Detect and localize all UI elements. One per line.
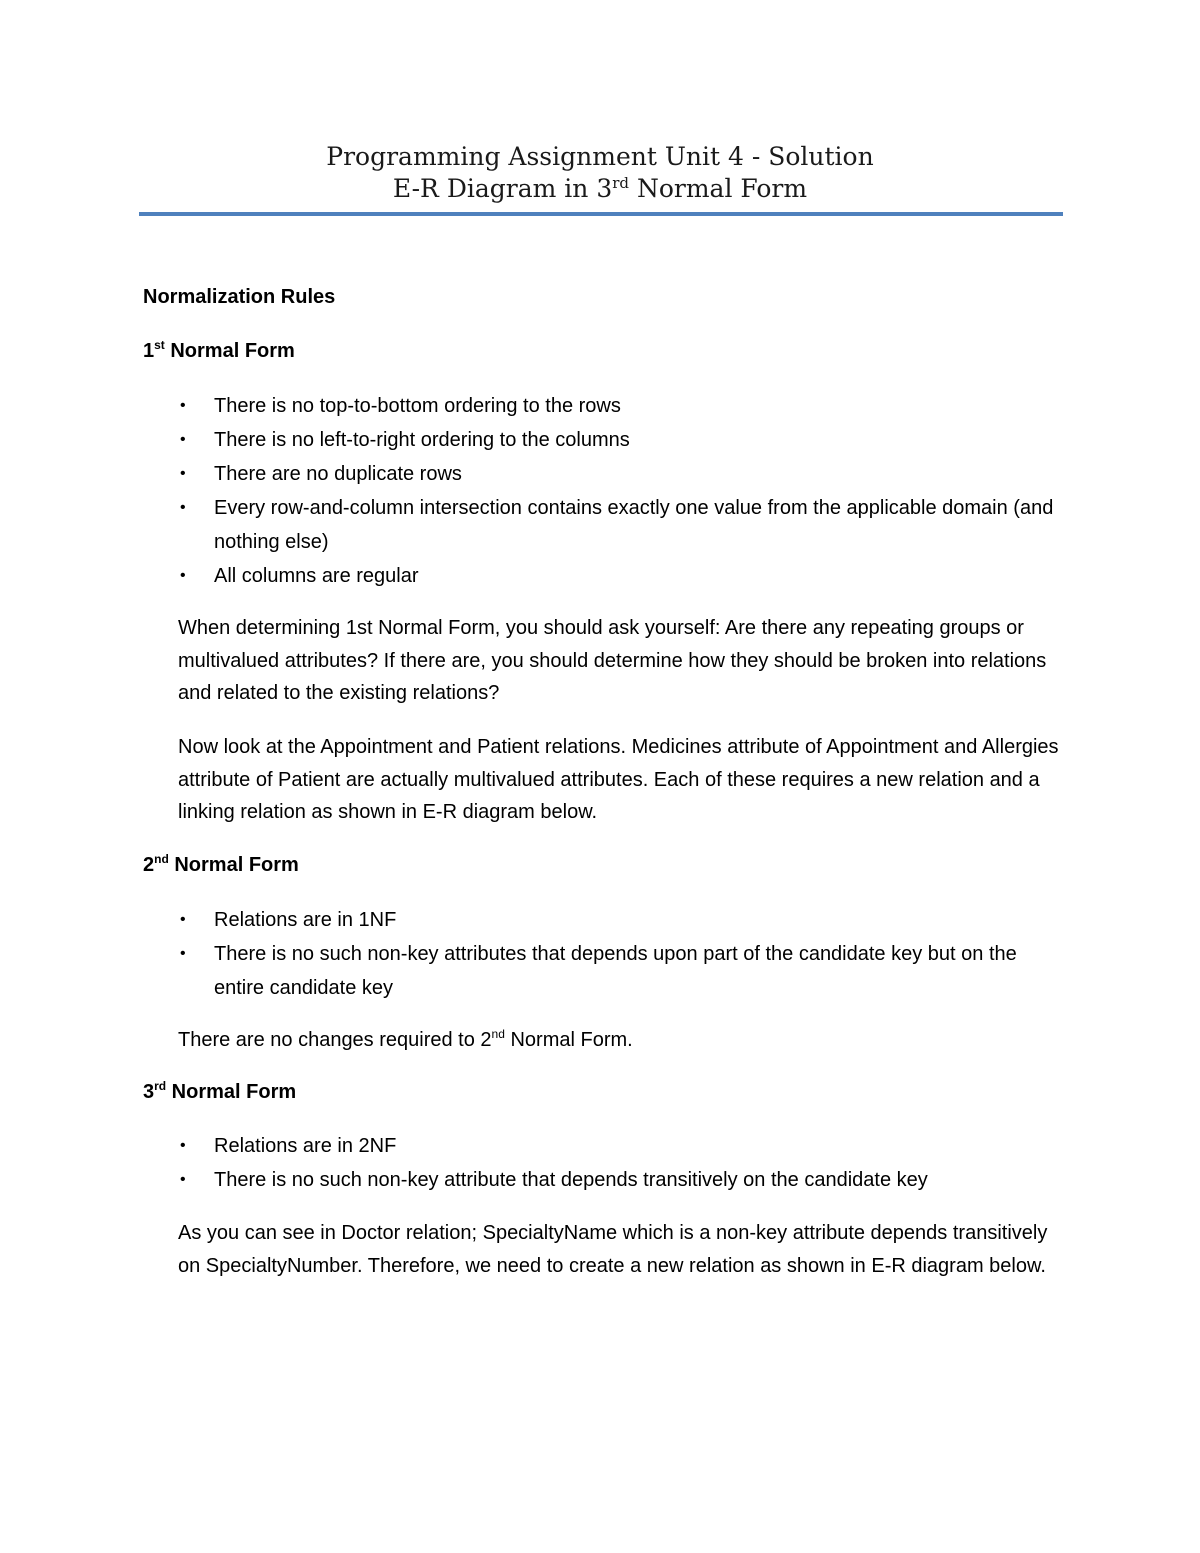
title-text: Programming Assignment Unit 4 - Solution: [326, 142, 874, 171]
nf2-heading: [143, 852, 299, 878]
list-item-text: Relations are in 2NF: [214, 1135, 397, 1157]
list-item-text: There is no such non-key attributes that depends upon part of the candidate key but on the entire candidate key: [214, 943, 1017, 999]
list-item: [180, 491, 1070, 559]
heading-superscript: rd: [154, 1079, 167, 1093]
bullet-icon: •: [180, 945, 186, 962]
list-item-text: There is no left-to-right ordering to the columns: [214, 429, 630, 451]
heading-superscript: nd: [154, 852, 169, 866]
heading-text: Normal Form: [164, 340, 295, 362]
nf3-paragraph: As you can see in Doctor relation; SpecialtyName which is a non-key attribute depends transitively on SpecialtyNumber. Therefore, we need to create a new relation as shown in E-R diagram below.: [178, 1222, 1048, 1277]
heading-superscript: st: [154, 338, 165, 352]
paragraph-superscript: nd: [491, 1027, 505, 1041]
subtitle-superscript: rd: [612, 174, 630, 192]
bullet-icon: •: [180, 567, 186, 584]
list-item-text: There is no such non-key attribute that depends transitively on the candidate key: [214, 1169, 928, 1191]
bullet-icon: •: [180, 397, 186, 414]
bullet-icon: •: [180, 431, 186, 448]
subtitle-text-post: Normal Form: [629, 174, 808, 203]
paragraph-text-pre: There are no changes required to 2: [178, 1029, 492, 1051]
list-item-text: There are no duplicate rows: [214, 463, 462, 485]
nf2-bullet-list: [180, 903, 1070, 1005]
heading-text: Normalization Rules: [143, 286, 336, 308]
list-item-text: All columns are regular: [214, 565, 419, 587]
heading-number: 1: [143, 340, 155, 362]
nf2-paragraph: [178, 1024, 1068, 1057]
subtitle-text-pre: E-R Diagram in 3: [392, 174, 613, 203]
normalization-rules-heading: [143, 284, 335, 310]
bullet-icon: •: [180, 499, 186, 516]
list-item-text: Every row-and-column intersection contains exactly one value from the applicable domain (and nothing else): [214, 497, 1054, 553]
list-item: [180, 937, 1070, 1005]
bullet-icon: •: [180, 911, 186, 928]
document-title-line1: [0, 142, 1200, 171]
nf1-heading: [143, 338, 295, 364]
bullet-icon: •: [180, 1137, 186, 1154]
bullet-icon: •: [180, 465, 186, 482]
heading-number: 2: [143, 854, 155, 876]
list-item: [180, 457, 1070, 491]
list-item: [180, 1163, 1070, 1197]
list-item: [180, 423, 1070, 457]
document-title-line2: [0, 174, 1200, 203]
heading-text: Normal Form: [168, 854, 299, 876]
nf3-bullet-list: [180, 1129, 1070, 1197]
title-underline-rule: [139, 212, 1063, 216]
list-item: [180, 559, 1070, 593]
nf1-bullet-list: [180, 389, 1070, 593]
paragraph-text-post: Normal Form.: [504, 1029, 633, 1051]
list-item: [180, 903, 1070, 937]
nf1-paragraph-2: Now look at the Appointment and Patient relations. Medicines attribute of Appointment and Allergies attribute of Patient are actually multivalued attributes. Each of these requires a new relation and a linking relation as shown in E-R diagram below.: [178, 736, 1059, 823]
list-item-text: There is no top-to-bottom ordering to the rows: [214, 395, 621, 417]
list-item: [180, 1129, 1070, 1163]
nf3-heading: [143, 1079, 296, 1105]
heading-number: 3: [143, 1081, 155, 1103]
heading-text: Normal Form: [166, 1081, 297, 1103]
bullet-icon: •: [180, 1171, 186, 1188]
list-item: [180, 389, 1070, 423]
list-item-text: Relations are in 1NF: [214, 909, 397, 931]
nf1-paragraph-1: When determining 1st Normal Form, you should ask yourself: Are there any repeating groups or multivalued attributes? If there are, you should determine how they should be broken into relations and related to the existing relations?: [178, 617, 1047, 704]
